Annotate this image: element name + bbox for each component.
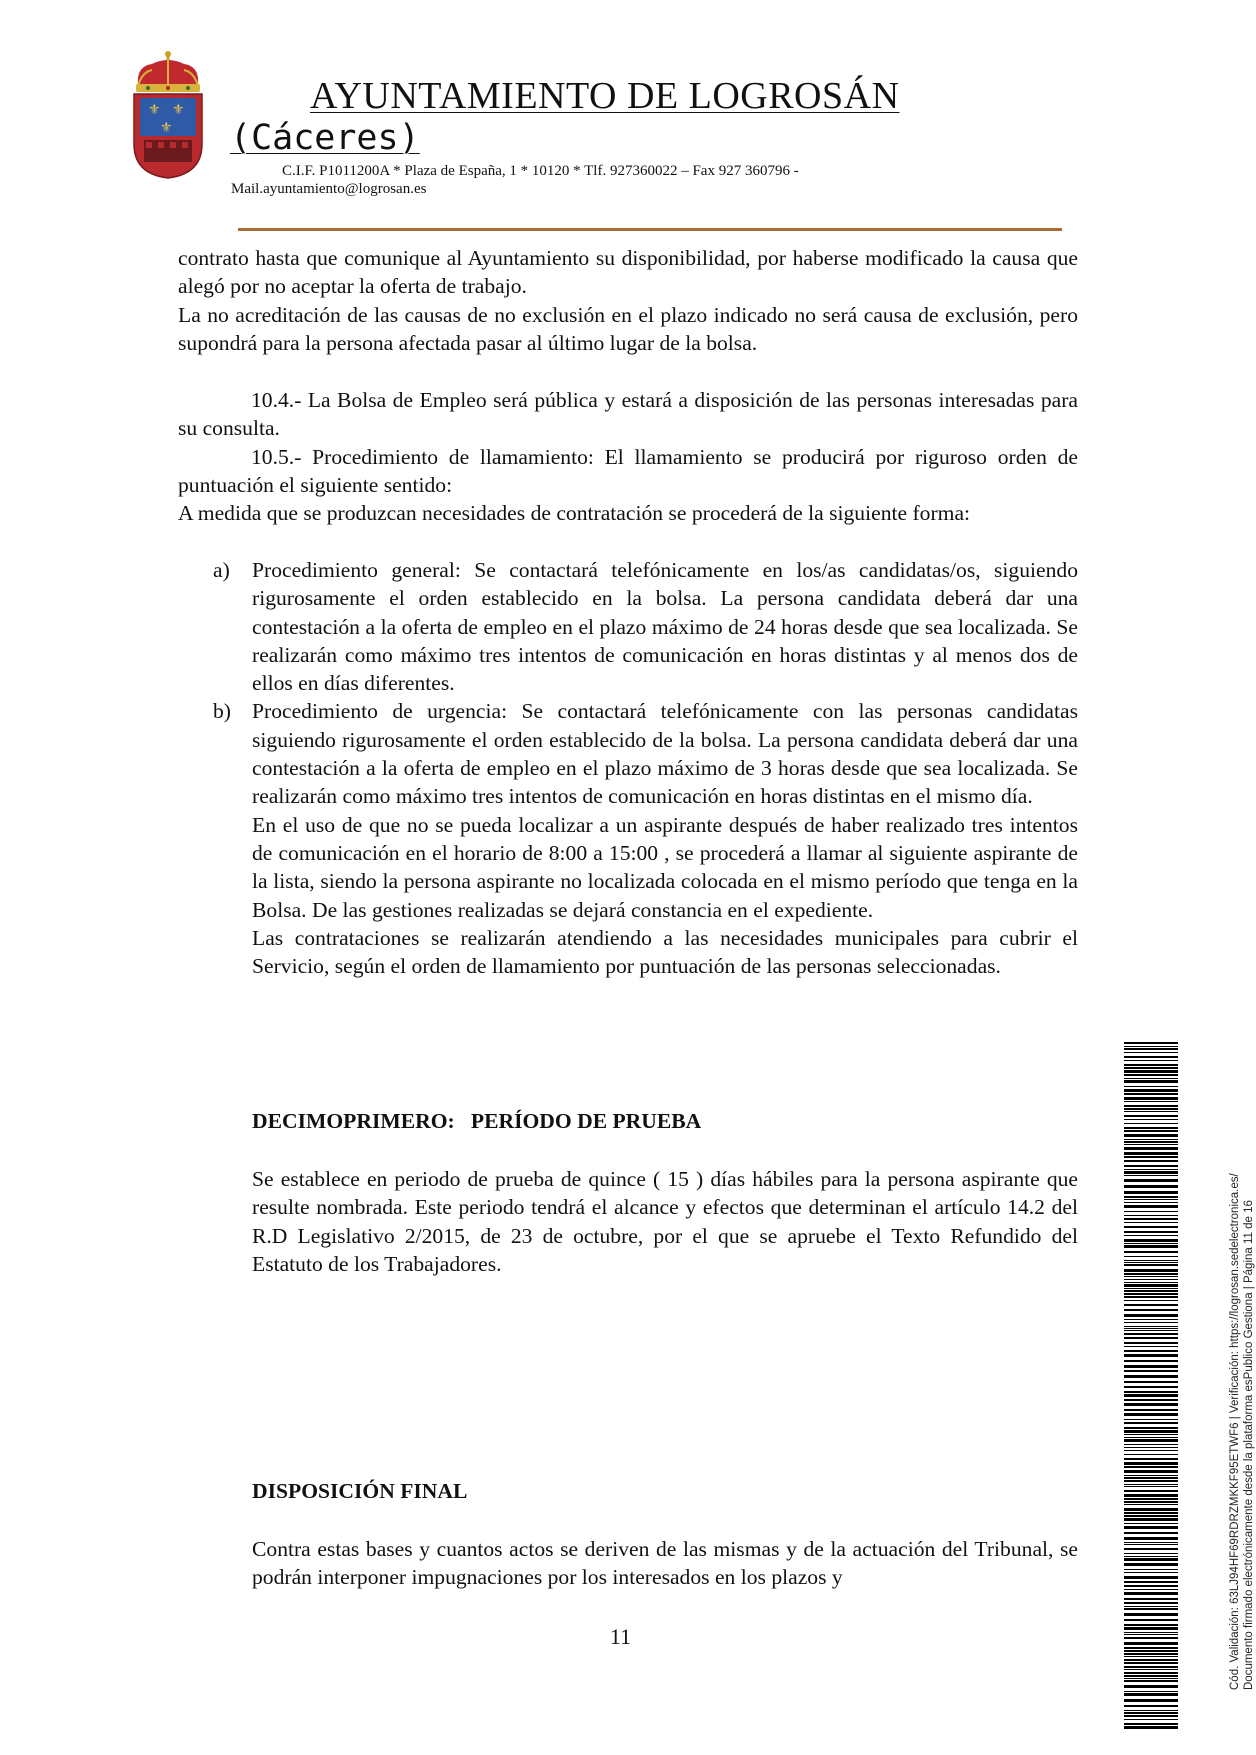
barcode-bar <box>1124 1346 1178 1347</box>
section-paragraph: Contra estas bases y cuantos actos se deriven de las mismas y de la actuación del Tribunal, se podrán interponer impugnaciones por los interesados en los plazos y <box>252 1537 1078 1590</box>
barcode-bar <box>1124 1111 1178 1112</box>
barcode-bar <box>1124 1705 1178 1707</box>
barcode-bar <box>1124 1179 1178 1182</box>
body-block-1 <box>178 244 1078 357</box>
barcode-bar <box>1124 1494 1178 1497</box>
barcode-bar <box>1124 1399 1178 1401</box>
barcode-bar <box>1124 1462 1178 1465</box>
barcode-bar <box>1124 1592 1178 1595</box>
barcode-bar <box>1124 1585 1178 1587</box>
barcode-bar <box>1124 1064 1178 1066</box>
barcode-bar <box>1124 1523 1178 1524</box>
barcode-bar <box>1124 1279 1178 1280</box>
barcode-bar <box>1124 1199 1178 1200</box>
barcode-bar <box>1124 1330 1178 1331</box>
barcode-bar <box>1124 1624 1178 1626</box>
barcode-bar <box>1124 1542 1178 1543</box>
paragraph: contrato hasta que comunique al Ayuntamiento su disponibilidad, por haberse modificado la causa que alegó por no aceptar la oferta de trabajo. <box>178 246 1078 299</box>
barcode-bar <box>1124 1080 1178 1083</box>
barcode-bar <box>1124 1231 1178 1233</box>
barcode-bar <box>1124 1608 1178 1610</box>
barcode-bar <box>1124 1576 1178 1579</box>
list-item <box>178 697 1078 980</box>
barcode-bar <box>1124 1647 1178 1649</box>
barcode-bar <box>1124 1419 1178 1420</box>
barcode-bar <box>1124 1152 1178 1155</box>
verification-line: Cód. Validación: 63LJ94HF69RDRZMKKF95ETWF6 | Verificación: https://logrosan.sedelectronica.es/ <box>1229 1173 1241 1690</box>
barcode-bar <box>1124 1127 1178 1129</box>
barcode-bar <box>1124 1556 1178 1557</box>
barcode-bar <box>1124 1239 1178 1242</box>
barcode-bar <box>1124 1439 1178 1442</box>
list-item-text: Procedimiento de urgencia: Se contactará telefónicamente con las personas candidatas siguiendo rigurosamente el orden establecido de la bolsa. La persona candidata deberá dar una contestación a la oferta de empleo en el plazo máximo de 3 horas desde que sea localizada. Se realizarán como máximo tres intentos de comunicación en horas distintas en el mismo día. <box>252 699 1078 809</box>
barcode-bar <box>1124 1156 1178 1158</box>
list-item-text: En el uso de que no se pueda localizar a un aspirante después de haber realizado tres intentos de comunicación en el horario de 8:00 a 15:00 , se procederá a llamar al siguiente aspirante de la lista, siendo la persona aspirante no localizada colocada en el mismo período que tenga en la Bolsa. De las gestiones realizadas se dejará constancia en el expediente. <box>252 812 1078 922</box>
barcode-bar <box>1124 1322 1178 1323</box>
barcode-bar <box>1124 1634 1178 1635</box>
barcode-bar <box>1124 1185 1178 1188</box>
paragraph: A medida que se produzcan necesidades de contratación se procederá de la siguiente forma: <box>178 501 971 526</box>
list-item-text: Procedimiento general: Se contactará telefónicamente en los/as candidatas/os, siguiendo rigurosamente el orden establecido en la bolsa. La persona candidata deberá dar una contestación a la oferta de empleo en el plazo máximo de 24 horas desde que sea localizada. Se realizarán como máximo tres intentos de comunicación en horas distintas y al menos dos de ellos en días diferentes. <box>252 558 1078 696</box>
barcode-bar <box>1124 1669 1178 1670</box>
barcode-bar <box>1124 1235 1178 1236</box>
barcode-bar <box>1124 1544 1178 1545</box>
barcode-bar <box>1124 1262 1178 1263</box>
barcode-bar <box>1124 1165 1178 1167</box>
barcode-bar <box>1124 1666 1178 1668</box>
barcode-bar <box>1124 1656 1178 1657</box>
barcode-bar <box>1124 1723 1178 1725</box>
barcode-bar <box>1124 1169 1178 1170</box>
barcode-bar <box>1124 1526 1178 1529</box>
barcode-bar <box>1124 1314 1178 1317</box>
barcode-bar <box>1124 1650 1178 1652</box>
barcode-bar <box>1124 1089 1178 1092</box>
barcode-bar <box>1124 1391 1178 1393</box>
barcode-bar <box>1124 1454 1178 1455</box>
barcode-bar <box>1124 1444 1178 1445</box>
verification-text <box>1228 1173 1256 1690</box>
barcode-bar <box>1124 1319 1178 1320</box>
barcode-bar <box>1124 1123 1178 1124</box>
procedure-list <box>178 556 1078 980</box>
barcode-bar <box>1124 1171 1178 1174</box>
barcode-bar <box>1124 1484 1178 1485</box>
barcode-bar <box>1124 1147 1178 1150</box>
barcode-bar <box>1124 1699 1178 1702</box>
barcode-bar <box>1124 1282 1178 1283</box>
barcode-bar <box>1124 1052 1178 1053</box>
barcode-bar <box>1124 1602 1178 1604</box>
coat-of-arms-icon <box>128 48 208 180</box>
barcode-bar <box>1124 1144 1178 1145</box>
barcode-bar <box>1124 1710 1178 1711</box>
barcode-bar <box>1124 1512 1178 1514</box>
barcode-bar <box>1124 1078 1178 1079</box>
list-item-text: Las contrataciones se realizarán atendiendo a las necesidades municipales para cubrir el Servicio, según el orden de llamamiento por puntuación de las personas seleccionadas. <box>252 925 1078 979</box>
svg-text:⚜: ⚜ <box>148 102 161 118</box>
barcode-icon <box>1124 1042 1178 1732</box>
barcode-bar <box>1124 1632 1178 1633</box>
header-subtitle: (Cáceres) <box>230 118 420 158</box>
barcode-bar <box>1124 1060 1178 1061</box>
header-title: AYUNTAMIENTO DE LOGROSÁN <box>310 75 900 117</box>
barcode-bar <box>1124 1409 1178 1411</box>
barcode-bar <box>1124 1504 1178 1505</box>
barcode-bar <box>1124 1360 1178 1362</box>
barcode-bar <box>1124 1273 1178 1275</box>
barcode-bar <box>1124 1715 1178 1717</box>
barcode-bar <box>1124 1458 1178 1460</box>
barcode-bar <box>1124 1381 1178 1383</box>
barcode-bar <box>1124 1290 1178 1292</box>
barcode-bar <box>1124 1293 1178 1295</box>
barcode-bar <box>1124 1086 1178 1087</box>
barcode-bar <box>1124 1042 1178 1044</box>
barcode-bar <box>1124 1328 1178 1329</box>
barcode-bar <box>1124 1613 1178 1616</box>
barcode-bar <box>1124 1375 1178 1378</box>
barcode-bar <box>1124 1226 1178 1228</box>
barcode-bar <box>1124 1243 1178 1244</box>
barcode-bar <box>1124 1256 1178 1257</box>
barcode-bar <box>1124 1422 1178 1424</box>
barcode-bar <box>1124 1215 1178 1216</box>
list-marker: a) <box>213 558 230 582</box>
barcode-bar <box>1124 1653 1178 1655</box>
barcode-bar <box>1124 1222 1178 1223</box>
barcode-bar <box>1124 1537 1178 1540</box>
paragraph: 10.5.- Procedimiento de llamamiento: El llamamiento se producirá por riguroso orden de puntuación el siguiente sentido: <box>178 444 1078 497</box>
barcode-bar <box>1124 1558 1178 1561</box>
barcode-bar <box>1124 1619 1178 1621</box>
page-number: 11 <box>609 1624 632 1649</box>
barcode-bar <box>1124 1309 1178 1311</box>
barcode-bar <box>1124 1627 1178 1630</box>
barcode-bar <box>1124 1490 1178 1492</box>
barcode-bar <box>1124 1548 1178 1550</box>
barcode-bar <box>1124 1450 1178 1451</box>
barcode-bar <box>1124 1498 1178 1500</box>
barcode-bar <box>1124 1300 1178 1301</box>
barcode-bar <box>1124 1466 1178 1468</box>
barcode-bar <box>1124 1477 1178 1479</box>
barcode-bar <box>1124 1288 1178 1289</box>
verification-line: Documento firmado electrónicamente desde la plataforma esPublico Gestiona | Página 11 de 16 <box>1243 1200 1255 1690</box>
header-divider <box>238 228 1062 231</box>
barcode-bar <box>1124 1101 1178 1102</box>
barcode-bar <box>1124 1719 1178 1720</box>
barcode-bar <box>1124 1046 1178 1047</box>
section-heading: DISPOSICIÓN FINAL <box>252 1479 468 1503</box>
barcode-bar <box>1124 1269 1178 1272</box>
barcode-bar <box>1124 1475 1178 1476</box>
barcode-bar <box>1124 1572 1178 1573</box>
barcode-bar <box>1124 1659 1178 1661</box>
barcode-bar <box>1124 1569 1178 1570</box>
barcode-bar <box>1124 1115 1178 1117</box>
barcode-bar <box>1124 1260 1178 1261</box>
barcode-bar <box>1124 1394 1178 1397</box>
barcode-bar <box>1124 1202 1178 1203</box>
barcode-bar <box>1124 1532 1178 1534</box>
paragraph: 10.4.- La Bolsa de Empleo será pública y estará a disposición de las personas interesadas para su consulta. <box>178 388 1078 441</box>
barcode-bar <box>1124 1447 1178 1448</box>
barcode-bar <box>1124 1685 1178 1688</box>
barcode-bar <box>1124 1205 1178 1208</box>
barcode-bar <box>1124 1276 1178 1277</box>
barcode-bar <box>1124 1139 1178 1140</box>
barcode-bar <box>1124 1712 1178 1714</box>
section-paragraph: Se establece en periodo de prueba de quince ( 15 ) días hábiles para la persona aspirante que resulte nombrada. Este periodo tendrá el alcance y efectos que determinan el artículo 14.2 del R.D Legislativo 2/2015, de 23 de octubre, por el que se apruebe el Texto Refundido del Estatuto de los Trabajadores. <box>252 1167 1078 1276</box>
barcode-bar <box>1124 1427 1178 1429</box>
list-item <box>178 556 1078 697</box>
barcode-bar <box>1124 1108 1178 1110</box>
barcode-bar <box>1124 1141 1178 1143</box>
barcode-bar <box>1124 1365 1178 1368</box>
barcode-bar <box>1124 1672 1178 1674</box>
barcode-bar <box>1124 1553 1178 1554</box>
barcode-bar <box>1124 1326 1178 1327</box>
barcode-bar <box>1124 1093 1178 1095</box>
barcode-bar <box>1124 1097 1178 1100</box>
body-block-2 <box>178 386 1078 527</box>
barcode-bar <box>1124 1691 1178 1692</box>
barcode-bar <box>1124 1501 1178 1503</box>
paragraph: La no acreditación de las causas de no exclusión en el plazo indicado no será causa de exclusión, pero supondrá para la persona afectada pasar al último lugar de la bolsa. <box>178 302 1078 355</box>
barcode-bar <box>1124 1105 1178 1107</box>
barcode-bar <box>1124 1130 1178 1132</box>
barcode-bar <box>1124 1251 1178 1253</box>
barcode-bar <box>1124 1662 1178 1664</box>
barcode-bar <box>1124 1134 1178 1137</box>
barcode-bar <box>1124 1370 1178 1372</box>
barcode-bar <box>1124 1518 1178 1521</box>
barcode-bar <box>1124 1245 1178 1248</box>
barcode-bar <box>1124 1074 1178 1076</box>
barcode-bar <box>1124 1386 1178 1388</box>
barcode-bar <box>1124 1211 1178 1212</box>
section-heading: DECIMOPRIMERO: PERÍODO DE PRUEBA <box>252 1109 702 1133</box>
barcode-bar <box>1124 1413 1178 1416</box>
barcode-bar <box>1124 1437 1178 1438</box>
barcode-bar <box>1124 1196 1178 1198</box>
barcode-bar <box>1124 1048 1178 1050</box>
list-marker: b) <box>213 699 231 724</box>
barcode-bar <box>1124 1333 1178 1335</box>
barcode-bar <box>1124 1563 1178 1566</box>
barcode-bar <box>1124 1642 1178 1645</box>
barcode-bar <box>1124 1637 1178 1639</box>
barcode-bar <box>1124 1508 1178 1511</box>
barcode-bar <box>1124 1678 1178 1679</box>
barcode-bar <box>1124 1342 1178 1344</box>
barcode-bar <box>1124 1430 1178 1433</box>
barcode-bar <box>1124 1350 1178 1352</box>
barcode-bar <box>1124 1515 1178 1517</box>
barcode-bar <box>1124 1589 1178 1590</box>
barcode-bar <box>1124 1119 1178 1120</box>
svg-text:⚜: ⚜ <box>160 120 173 136</box>
barcode-bar <box>1124 1218 1178 1220</box>
barcode-bar <box>1124 1067 1178 1069</box>
barcode-bar <box>1124 1726 1178 1729</box>
barcode-bar <box>1124 1403 1178 1406</box>
barcode-bar <box>1124 1486 1178 1487</box>
barcode-bar <box>1124 1191 1178 1194</box>
barcode-bar <box>1124 1296 1178 1298</box>
barcode-bar <box>1124 1598 1178 1600</box>
barcode-bar <box>1124 1284 1178 1287</box>
barcode-bar <box>1124 1606 1178 1607</box>
barcode-bar <box>1124 1175 1178 1176</box>
barcode-bar <box>1124 1480 1178 1482</box>
barcode-bar <box>1124 1675 1178 1677</box>
barcode-bar <box>1124 1264 1178 1266</box>
barcode-bar <box>1124 1056 1178 1058</box>
barcode-bar <box>1124 1354 1178 1357</box>
barcode-bar <box>1124 1693 1178 1696</box>
barcode-bar <box>1124 1070 1178 1073</box>
barcode-bar <box>1124 1470 1178 1473</box>
barcode-bar <box>1124 1160 1178 1162</box>
barcode-bar <box>1124 1434 1178 1435</box>
svg-text:⚜: ⚜ <box>172 102 185 118</box>
header-mail: Mail.ayuntamiento@logrosan.es <box>231 181 427 197</box>
header-contact: C.I.F. P1011200A * Plaza de España, 1 * 10120 * Tlf. 927360022 – Fax 927 360796 - <box>282 163 799 179</box>
barcode-bar <box>1124 1337 1178 1339</box>
barcode-bar <box>1124 1581 1178 1583</box>
barcode-bar <box>1124 1680 1178 1682</box>
barcode-bar <box>1124 1304 1178 1306</box>
